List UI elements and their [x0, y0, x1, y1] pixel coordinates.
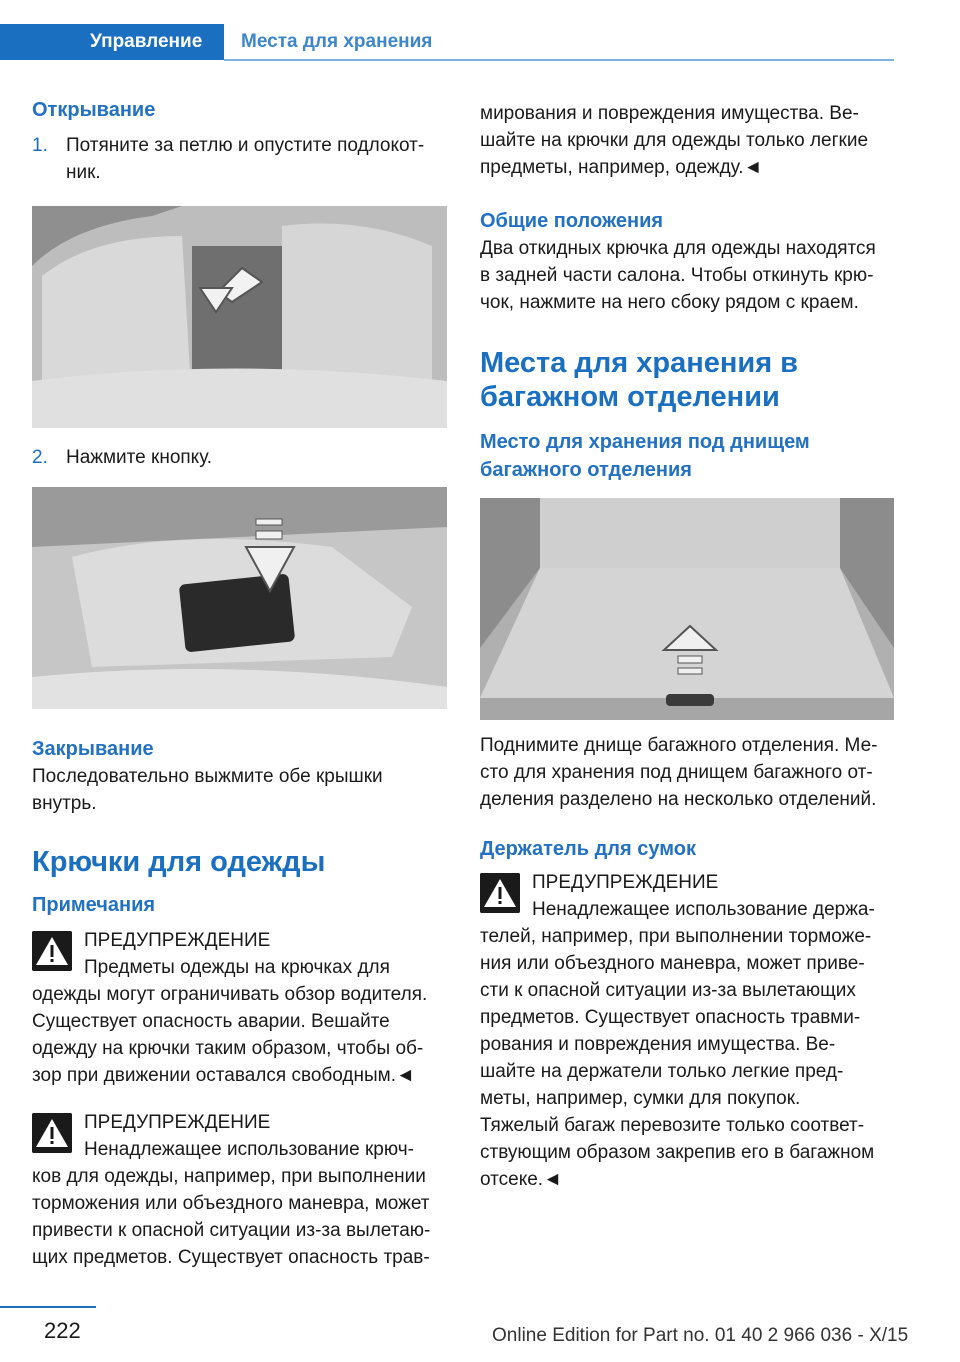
header-tabbar — [0, 0, 894, 62]
under-floor-line-1: сто для хранения под днищем багажного от- — [480, 762, 873, 783]
general-line-0: Два откидных крючка для одежды находятся — [480, 238, 876, 259]
warning-triangle-icon — [32, 1113, 72, 1153]
warning-3-line-8: Тяжелый багаж перевозите только соответ- — [480, 1115, 865, 1136]
warning-triangle-icon — [480, 873, 520, 913]
closing-heading: Закрывание — [32, 738, 154, 760]
warning-block-3 — [480, 869, 896, 1193]
continued-line-0: мирования и повреждения имущества. Ве- — [480, 103, 859, 124]
cargo-floor-illustration — [480, 498, 894, 720]
general-line-1: в задней части салона. Чтобы откинуть крю- — [480, 265, 874, 286]
step-2-text: Нажмите кнопку. — [66, 447, 213, 468]
storage-heading-line-1: Места для хранения в — [480, 347, 798, 379]
hooks-heading: Крючки для одежды — [32, 846, 326, 878]
step-2-number: 2. — [32, 447, 48, 468]
warning-2-line-3: привести к опасной ситуации из-за вылетаю- — [32, 1220, 431, 1241]
warning-3-line-5: рования и повреждения имущества. Ве- — [480, 1034, 836, 1055]
under-floor-heading-line-2: багажного отделения — [480, 459, 692, 481]
warning-2-line-4: щих предметов. Существует опасность трав- — [32, 1247, 430, 1268]
warning-3-line-9: ствующим образом закрепив его в багажном — [480, 1142, 875, 1163]
step-1 — [32, 132, 452, 186]
opening-heading: Открывание — [32, 99, 156, 121]
closing-line-2: внутрь. — [32, 793, 97, 814]
warning-label-1: ПРЕДУПРЕЖДЕНИЕ — [84, 930, 271, 951]
warning-3-line-3: сти к опасной ситуации из-за вылетающих — [480, 980, 856, 1001]
tab-upravlenie[interactable]: Управление — [0, 24, 224, 60]
continued-line-2: предметы, например, одежду.◄ — [480, 157, 763, 178]
footer-line — [0, 1306, 96, 1308]
warning-3-line-6: шайте на держатели только легкие пред- — [480, 1061, 844, 1082]
right-column — [480, 100, 896, 1193]
armrest-illustration — [32, 206, 447, 428]
warning-label-2: ПРЕДУПРЕЖДЕНИЕ — [84, 1112, 271, 1133]
storage-heading-line-2: багажном отделении — [480, 381, 780, 413]
button-illustration — [32, 487, 447, 709]
notes-heading: Примечания — [32, 894, 156, 916]
bag-holder-heading: Держатель для сумок — [480, 838, 696, 860]
tab-storage[interactable]: Места для хранения — [241, 31, 433, 52]
warning-3-line-1: телей, например, при выполнении торможе- — [480, 926, 872, 947]
warning-block-1 — [32, 927, 452, 1089]
warning-1-line-0: Предметы одежды на крючках для — [84, 957, 390, 978]
warning-2-line-0: Ненадлежащее использование крюч- — [84, 1139, 414, 1160]
under-floor-line-0: Поднимите днище багажного отделения. Ме- — [480, 735, 878, 756]
closing-line-1: Последовательно выжмите обе крышки — [32, 766, 383, 787]
step-1-line-2: ник. — [66, 162, 101, 183]
continued-line-1: шайте на крючки для одежды только легкие — [480, 130, 869, 151]
warning-1-line-1: одежды могут ограничивать обзор водителя. — [32, 984, 428, 1005]
tab-divider-line — [224, 59, 894, 61]
under-floor-heading-line-1: Место для хранения под днищем — [480, 431, 810, 453]
armrest-photo — [32, 206, 447, 428]
cargo-floor-photo — [480, 498, 894, 720]
left-column — [32, 96, 452, 1271]
general-heading: Общие положения — [480, 210, 664, 232]
step-1-line-1: Потяните за петлю и опустите подлокот- — [66, 135, 425, 156]
warning-triangle-icon — [32, 931, 72, 971]
warning-1-line-2: Существует опасность аварии. Вешайте — [32, 1011, 390, 1032]
general-line-2: чок, нажмите на него сбоку рядом с краем. — [480, 292, 859, 313]
warning-3-line-10: отсеке.◄ — [480, 1169, 562, 1190]
warning-label-3: ПРЕДУПРЕЖДЕНИЕ — [532, 872, 719, 893]
warning-2-line-1: ков для одежды, например, при выполнении — [32, 1166, 426, 1187]
warning-3-line-4: предметов. Существует опасность травми- — [480, 1007, 861, 1028]
warning-3-line-2: ния или объездного маневра, может приве- — [480, 953, 865, 974]
page-number: 222 — [44, 1318, 81, 1343]
warning-1-line-3: одежду на крючки таким образом, чтобы об- — [32, 1038, 424, 1059]
warning-2-line-2: торможения или объездного маневра, может — [32, 1193, 430, 1214]
step-2 — [32, 444, 452, 471]
under-floor-line-2: деления разделено на несколько отделений. — [480, 789, 877, 810]
online-edition-text: Online Edition for Part no. 01 40 2 966 036 - X/15 — [492, 1325, 909, 1346]
button-photo — [32, 487, 447, 709]
warning-1-line-4: зор при движении оставался свободным.◄ — [32, 1065, 415, 1086]
step-1-number: 1. — [32, 135, 48, 156]
warning-3-line-0: Ненадлежащее использование держа- — [532, 899, 875, 920]
warning-3-line-7: меты, например, сумки для покупок. — [480, 1088, 801, 1109]
warning-block-2 — [32, 1109, 452, 1271]
